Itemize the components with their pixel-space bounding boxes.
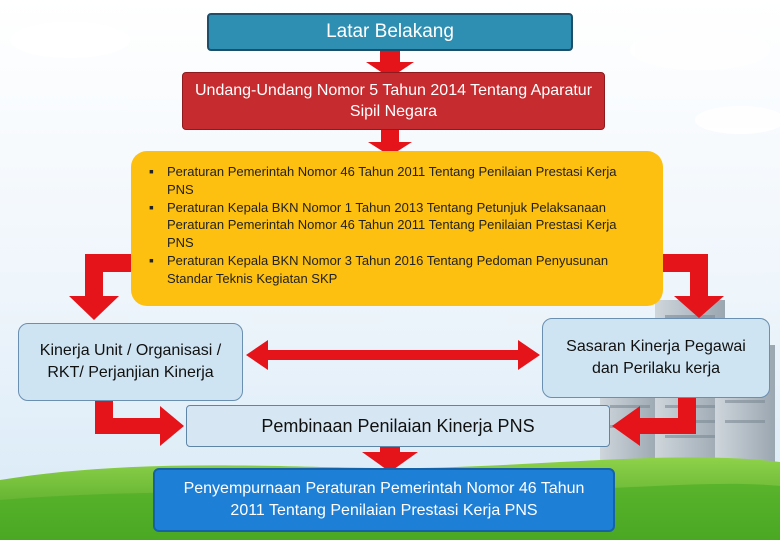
arrow-left-icon bbox=[612, 398, 696, 446]
employee-targets-box bbox=[542, 318, 770, 398]
regulation-improvement-box bbox=[153, 468, 615, 532]
law-box bbox=[182, 72, 605, 130]
header-latar-belakang bbox=[207, 13, 573, 51]
arrow-down-left-icon bbox=[69, 254, 131, 320]
performance-coaching-text: Pembinaan Penilaian Kinerja PNS bbox=[261, 415, 535, 436]
regulation-item: ▪ Peraturan Kepala BKN Nomor 1 Tahun 2013 Tentang Petunjuk Pelaksanaan Peraturan Pemerintah Nomor 46 Tahun 2011 Tentang Penilaian Prestasi Kerja PNS bbox=[149, 199, 645, 252]
double-arrow-icon bbox=[246, 340, 540, 370]
arrow-down-right-icon bbox=[663, 254, 724, 318]
regulations-box bbox=[131, 151, 663, 306]
performance-coaching-box bbox=[186, 405, 610, 447]
regulation-item: ▪ Peraturan Kepala BKN Nomor 3 Tahun 2016 Tentang Pedoman Penyusunan Standar Teknis Kegiatan SKP bbox=[149, 252, 645, 288]
arrow-right-icon bbox=[95, 401, 184, 446]
regulation-item: ▪ Peraturan Pemerintah Nomor 46 Tahun 2011 Tentang Penilaian Prestasi Kerja PNS bbox=[149, 163, 645, 199]
organization-performance-text: Kinerja Unit / Organisasi / RKT/ Perjanjian Kinerja bbox=[39, 342, 222, 381]
law-text: Undang-Undang Nomor 5 Tahun 2014 Tentang Aparatur Sipil Negara bbox=[194, 82, 593, 120]
regulation-improvement-text: Penyempurnaan Peraturan Pemerintah Nomor 46 Tahun 2011 Tentang Penilaian Prestasi Kerja PNS bbox=[183, 480, 585, 519]
employee-targets-text: Sasaran Kinerja Pegawai dan Perilaku kerja bbox=[566, 338, 746, 377]
organization-performance-box bbox=[18, 323, 243, 401]
header-title: Latar Belakang bbox=[326, 21, 454, 42]
regulations-list bbox=[149, 163, 645, 288]
